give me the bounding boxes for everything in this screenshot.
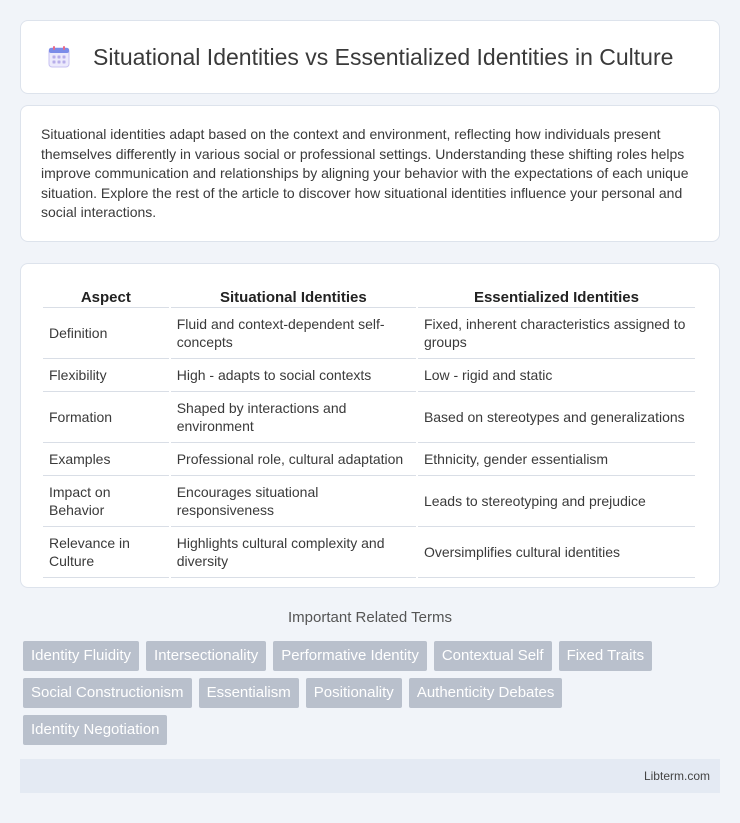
page-title: Situational Identities vs Essentialized Identities in Culture [93,43,674,70]
intro-card [20,105,720,242]
table-row [43,392,695,443]
table-cell-essentialized: Oversimplifies cultural identities [418,527,695,578]
tag-identity-negotiation[interactable]: Identity Negotiation [23,715,167,745]
tag-fixed-traits[interactable]: Fixed Traits [559,641,653,671]
related-terms-heading: Important Related Terms [288,609,452,626]
table-cell-essentialized: Based on stereotypes and generalizations [418,392,695,443]
tag-positionality[interactable]: Positionality [306,678,402,708]
table-row [43,527,695,578]
footer-site-link[interactable]: Libterm.com [643,769,710,783]
header-card [20,20,720,94]
table-cell-situational: Encourages situational responsiveness [171,476,416,527]
table-row [43,443,695,476]
table-cell-situational: Fluid and context-dependent self-concepts [171,308,416,359]
related-terms-tags [23,641,713,752]
table-cell-essentialized: Leads to stereotyping and prejudice [418,476,695,527]
table-cell-aspect: Formation [43,392,169,443]
table-cell-aspect: Flexibility [43,359,169,392]
intro-paragraph: Situational identities adapt based on the context and environment, reflecting how individuals present themselves differently in various social or professional settings. Understanding these shifting roles helps improve communication and relationships by aligning your behavior with the expectations of each unique situation. Explore the rest of the article to discover how situational identities influence your personal and social interactions. [41,126,689,221]
table-cell-aspect: Impact on Behavior [43,476,169,527]
comparison-table [41,284,697,578]
table-cell-aspect: Examples [43,443,169,476]
table-cell-situational: High - adapts to social contexts [171,359,416,392]
calendar-icon [47,45,71,69]
column-header-aspect: Aspect [43,284,169,308]
table-row [43,308,695,359]
tag-intersectionality[interactable]: Intersectionality [146,641,266,671]
tag-identity-fluidity[interactable]: Identity Fluidity [23,641,139,671]
tag-authenticity-debates[interactable]: Authenticity Debates [409,678,563,708]
table-cell-essentialized: Ethnicity, gender essentialism [418,443,695,476]
table-cell-aspect: Definition [43,308,169,359]
comparison-table-card [20,263,720,588]
table-header-row [43,284,695,308]
table-cell-aspect: Relevance in Culture [43,527,169,578]
tag-social-constructionism[interactable]: Social Constructionism [23,678,192,708]
footer [20,759,720,793]
tag-essentialism[interactable]: Essentialism [199,678,299,708]
table-cell-essentialized: Low - rigid and static [418,359,695,392]
column-header-essentialized: Essentialized Identities [418,284,695,308]
tag-performative-identity[interactable]: Performative Identity [273,641,427,671]
tag-contextual-self[interactable]: Contextual Self [434,641,552,671]
table-cell-situational: Professional role, cultural adaptation [171,443,416,476]
column-header-situational: Situational Identities [171,284,416,308]
table-cell-situational: Highlights cultural complexity and diversity [171,527,416,578]
table-row [43,476,695,527]
table-cell-essentialized: Fixed, inherent characteristics assigned to groups [418,308,695,359]
table-row [43,359,695,392]
table-cell-situational: Shaped by interactions and environment [171,392,416,443]
